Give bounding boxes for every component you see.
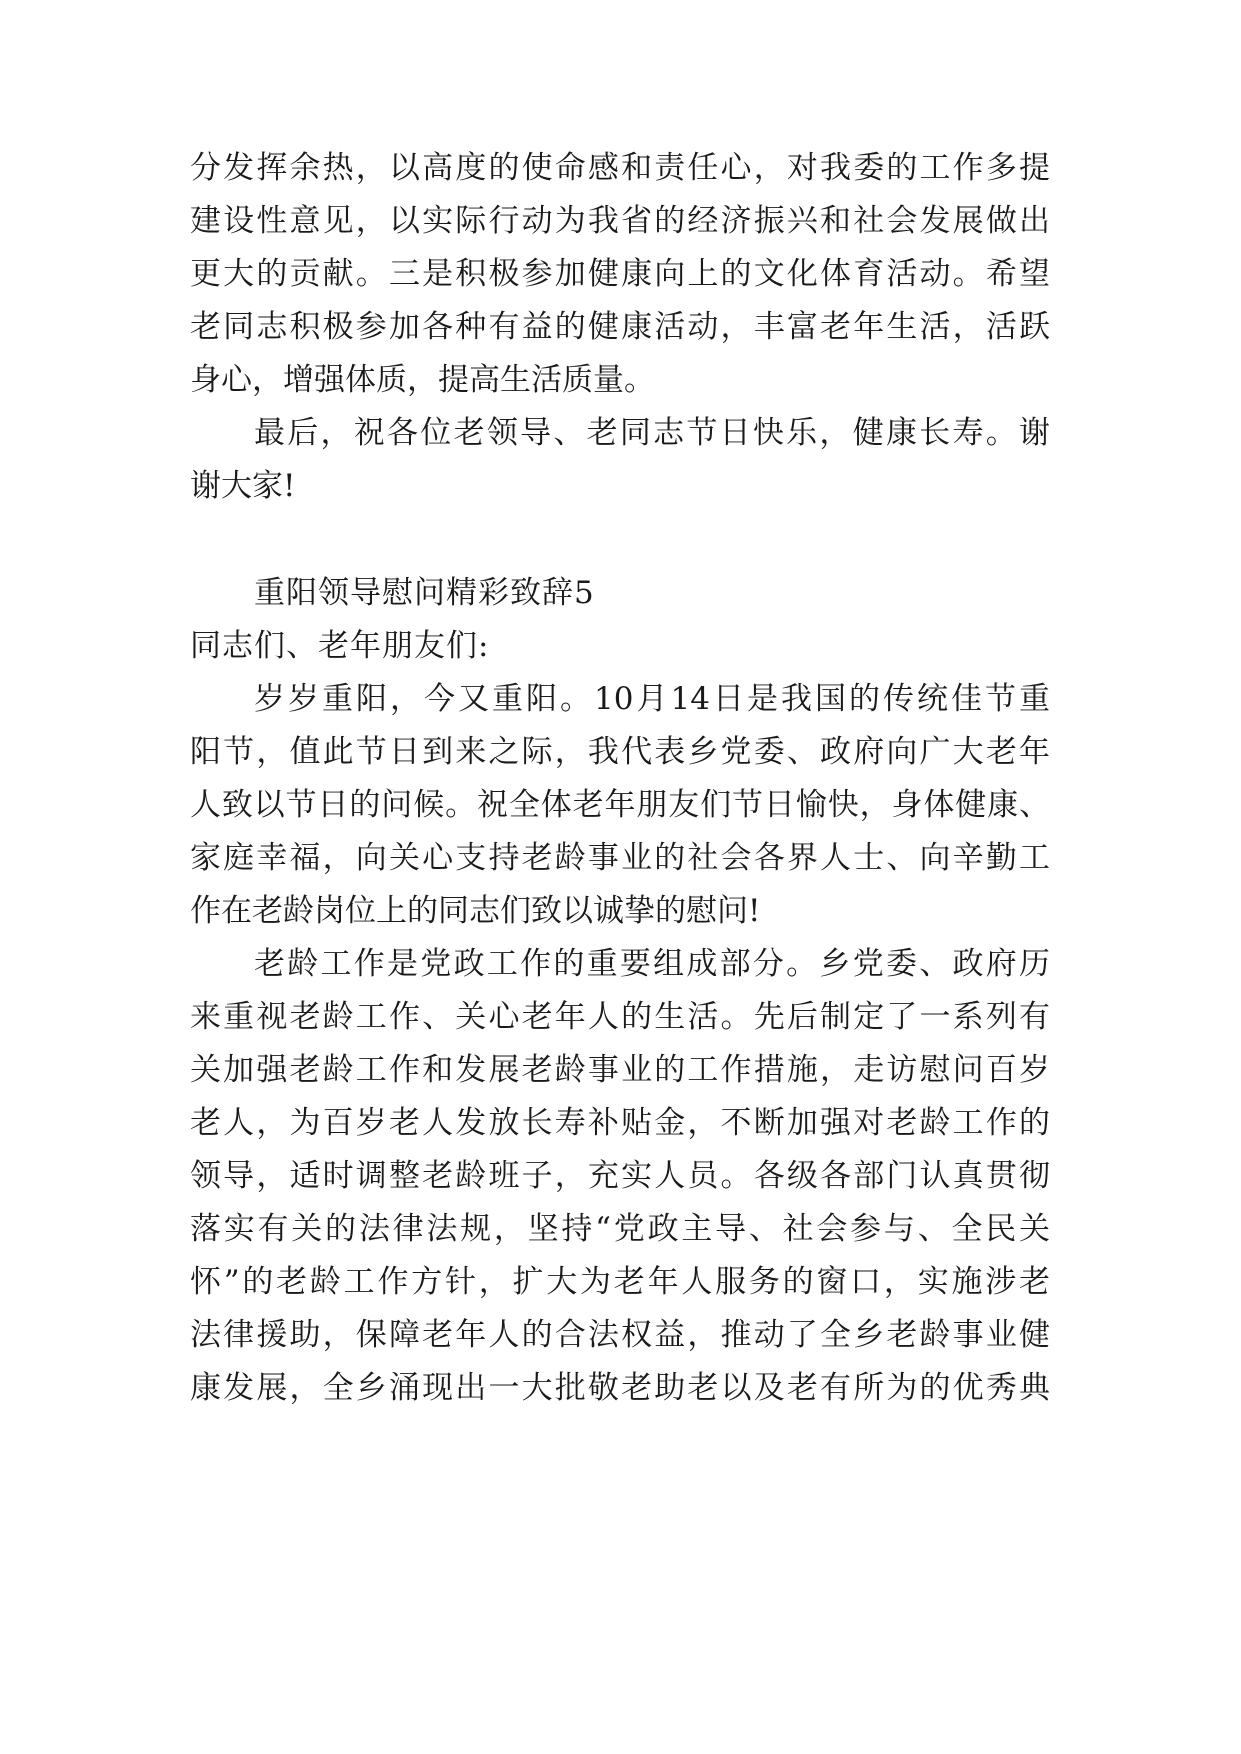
text-line: 老同志积极参加各种有益的健康活动，丰富老年生活，活跃 bbox=[190, 309, 1050, 345]
text-line: 老龄工作是党政工作的重要组成部分。乡党委、政府历 bbox=[254, 946, 1050, 982]
text-line: 身心，增强体质，提高生活质量。 bbox=[190, 362, 655, 398]
text-line: 岁岁重阳，今又重阳。10月14日是我国的传统佳节重 bbox=[254, 681, 1050, 717]
text-line: 来重视老龄工作、关心老年人的生活。先后制定了一系列有 bbox=[190, 999, 1050, 1035]
section-title: 重阳领导慰问精彩致辞5 bbox=[254, 575, 595, 611]
text-line: 建设性意见，以实际行动为我省的经济振兴和社会发展做出 bbox=[190, 203, 1050, 239]
text-line: 法律援助，保障老年人的合法权益，推动了全乡老龄事业健 bbox=[190, 1317, 1050, 1353]
text-line: 阳节，值此节日到来之际，我代表乡党委、政府向广大老年 bbox=[190, 734, 1050, 770]
text-line: 老人，为百岁老人发放长寿补贴金，不断加强对老龄工作的 bbox=[190, 1105, 1050, 1141]
text-line: 最后，祝各位老领导、老同志节日快乐，健康长寿。谢 bbox=[254, 415, 1050, 451]
text-line: 谢大家! bbox=[190, 468, 296, 504]
text-line: 更大的贡献。三是积极参加健康向上的文化体育活动。希望 bbox=[190, 256, 1050, 292]
text-line: 人致以节日的问候。祝全体老年朋友们节日愉快，身体健康、 bbox=[190, 787, 1050, 823]
text-line: 分发挥余热，以高度的使命感和责任心，对我委的工作多提 bbox=[190, 150, 1050, 186]
text-line: 关加强老龄工作和发展老龄事业的工作措施，走访慰问百岁 bbox=[190, 1052, 1050, 1088]
salutation: 同志们、老年朋友们: bbox=[190, 628, 490, 664]
text-line: 怀”的老龄工作方针，扩大为老年人服务的窗口，实施涉老 bbox=[190, 1264, 1050, 1300]
text-line: 家庭幸福，向关心支持老龄事业的社会各界人士、向辛勤工 bbox=[190, 840, 1050, 876]
text-line: 康发展，全乡涌现出一大批敬老助老以及老有所为的优秀典 bbox=[190, 1370, 1050, 1406]
text-line: 落实有关的法律法规，坚持“党政主导、社会参与、全民关 bbox=[190, 1211, 1050, 1247]
text-line: 作在老龄岗位上的同志们致以诚挚的慰问! bbox=[190, 893, 761, 929]
text-line: 领导，适时调整老龄班子，充实人员。各级各部门认真贯彻 bbox=[190, 1158, 1050, 1194]
